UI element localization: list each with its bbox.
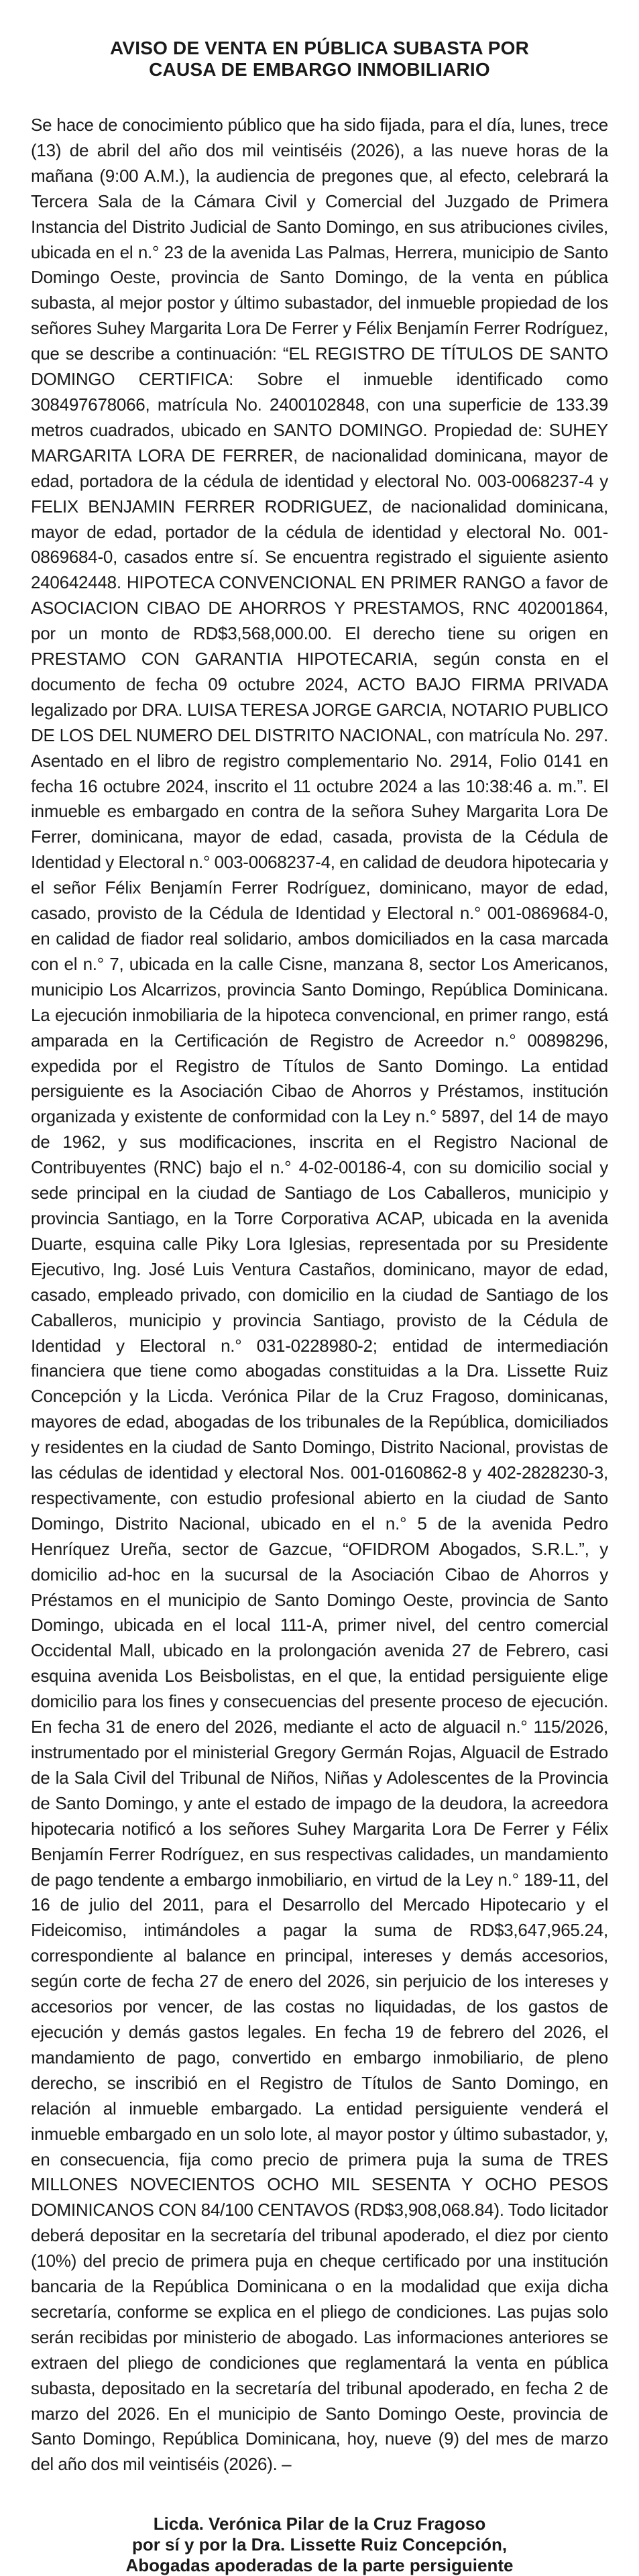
signature-line-3: Abogadas apoderadas de la parte persiguiente	[125, 2555, 514, 2576]
signature-line-2: por sí y por la Dra. Lissette Ruiz Concepción,	[131, 2534, 508, 2555]
notice-body-text: Se hace de conocimiento público que ha sido fijada, para el día, lunes, trece (13) de abril del año dos mil veintiséis (2026), a las nueve horas de la mañana (9:00 A.M.), la audiencia de pregones que, al efecto, celebrará la Tercera Sala de la Cámara Civil y Comercial del Juzgado de Primera Instancia del Distrito Judicial de Santo Domingo, en sus atribuciones civiles, ubicada en el n.° 23 de la avenida Las Palmas, Herrera, municipio de Santo Domingo Oeste, provincia de Santo Domingo, de la venta en pública subasta, al mejor postor y último subastador, del inmueble propiedad de los señores Suhey Margarita Lora De Ferrer y Félix Benjamín Ferrer Rodríguez, que se describe a continuación: “EL REGISTRO DE TÍTULOS DE SANTO DOMINGO CERTIFICA: Sobre el inmueble identificado como 308497678066, matrícula No. 2400102848, con una superficie de 133.39 metros cuadrados, ubicado en SANTO DOMINGO. Propiedad de: SUHEY MARGARITA LORA DE FERRER, de nacionalidad dominicana, mayor de edad, portadora de la cédula de identidad y electoral No. 003-0068237-4 y FELIX BENJAMIN FERRER RODRIGUEZ, de nacionalidad dominicana, mayor de edad, portador de la cédula de identidad y electoral No. 001-0869684-0, casados entre sí. Se encuentra registrado el siguiente asiento 240642448. HIPOTECA CONVENCIONAL EN PRIMER RANGO a favor de ASOCIACION CIBAO DE AHORROS Y PRESTAMOS, RNC 402001864, por un monto de RD$3,568,000.00. El derecho tiene su origen en PRESTAMO CON GARANTIA HIPOTECARIA, según consta en el documento de fecha 09 octubre 2024, ACTO BAJO FIRMA PRIVADA legalizado por DRA. LUISA TERESA JORGE GARCIA, NOTARIO PUBLICO DE LOS DEL NUMERO DEL DISTRITO NACIONAL, con matrícula No. 297. Asentado en el libro de registro complementario No. 2914, Folio 0141 en fecha 16 octubre 2024, inscrito el 11 octubre 2024 a las 10:38:46 a. m.”. El inmueble es embargado en contra de la señora Suhey Margarita Lora De Ferrer, dominicana, mayor de edad, casada, provista de la Cédula de Identidad y Electoral n.° 003-0068237-4, en calidad de deudora hipotecaria y el señor Félix Benjamín Ferrer Rodríguez, dominicano, mayor de edad, casado, provisto de la Cédula de Identidad y Electoral n.° 001-0869684-0, en calidad de fiador real solidario, ambos domiciliados en la casa marcada con el n.° 7, ubicada en la calle Cisne, manzana 8, sector Los Americanos, municipio Los Alcarrizos, provincia Santo Domingo, República Dominicana. La ejecución inmobiliaria de la hipoteca convencional, en primer rango, está amparada en la Certificación de Registro de Acreedor n.° 00898296, expedida por el Registro de Títulos de Santo Domingo. La entidad persiguiente es la Asociación Cibao de Ahorros y Préstamos, institución organizada y existente de conformidad con la Ley n.° 5897, del 14 de mayo de 1962, y sus modificaciones, inscrita en el Registro Nacional de Contribuyentes (RNC) bajo el n.° 4-02-00186-4, con su domicilio social y sede principal en la ciudad de Santiago de Los Caballeros, municipio y provincia Santiago, en la Torre Corporativa ACAP, ubicada en la avenida Duarte, esquina calle Piky Lora Iglesias, representada por su Presidente Ejecutivo, Ing. José Luis Ventura Castaños, dominicano, mayor de edad, casado, empleado privado, con domicilio en la ciudad de Santiago de los Caballeros, municipio y provincia Santiago, provisto de la Cédula de Identidad y Electoral n.° 031-0228980-2; entidad de intermediación financiera que tiene como abogadas constituidas a la Dra. Lissette Ruiz Concepción y la Licda. Verónica Pilar de la Cruz Fragoso, dominicanas, mayores de edad, abogadas de los tribunales de la República, domiciliados y residentes en la ciudad de Santo Domingo, Distrito Nacional, provistas de las cédulas de identidad y electoral Nos. 001-0160862-8 y 402-2828230-3, respectivamente, con estudio profesional abierto en la ciudad de Santo Domingo, Distrito Nacional, ubicado en el n.° 5 de la avenida Pedro Henríquez Ureña, sector de Gazcue, “OFIDROM Abogados, S.R.L.”, y domicilio ad-hoc en la sucursal de la Asociación Cibao de Ahorros y Préstamos en el municipio de Santo Domingo Oeste, provincia de Santo Domingo, ubicada en el local 111-A, primer nivel, del centro comercial Occidental Mall, ubicado en la prolongación avenida 27 de Febrero, casi esquina avenida Los Beisbolistas, en el que, la entidad persiguiente elige domicilio para los fines y consecuencias del presente proceso de ejecución. En fecha 31 de enero del 2026, mediante el acto de alguacil n.° 115/2026, instrumentado por el ministerial Gregory Germán Rojas, Alguacil de Estrado de la Sala Civil del Tribunal de Niños, Niñas y Adolescentes de la Provincia de Santo Domingo, y ante el estado de impago de la deudora, la acreedora hipotecaria notificó a los señores Suhey Margarita Lora De Ferrer y Félix Benjamín Ferrer Rodríguez, en sus respectivas calidades, un mandamiento de pago tendente a embargo inmobiliario, en virtud de la Ley n.° 189-11, del 16 de julio del 2011, para el Desarrollo del Mercado Hipotecario y el Fideicomiso, intimándoles a pagar la suma de RD$3,647,965.24, correspondiente al balance en principal, intereses y demás accesorios, según corte de fecha 27 de enero del 2026, sin perjuicio de los intereses y accesorios por vencer, de las costas no liquidadas, de los gastos de ejecución y demás gastos legales. En fecha 19 de febrero del 2026, el mandamiento de pago, convertido en embargo inmobiliario, de pleno derecho, se inscribió en el Registro de Títulos de Santo Domingo, en relación al inmueble embargado. La entidad persiguiente venderá el inmueble embargado en un solo lote, al mayor postor y último subastador, y, en consecuencia, fija como precio de primera puja la suma de TRES MILLONES NOVECIENTOS OCHO MIL SESENTA Y OCHO PESOS DOMINICANOS CON 84/100 CENTAVOS (RD$3,908,068.84). Todo licitador deberá depositar en la secretaría del tribunal apoderado, el diez por ciento (10%) del precio de primera puja en cheque certificado por una institución bancaria de la República Dominicana o en la modalidad que exija dicha secretaría, conforme se explica en el pliego de condiciones. Las pujas solo serán recibidas por ministerio de abogado. Las informaciones anteriores se extraen del pliego de condiciones que reglamentará la venta en pública subasta, depositado en la secretaría del tribunal apoderado, en fecha 2 de marzo del 2026. En el municipio de Santo Domingo Oeste, provincia de Santo Domingo, República Dominicana, hoy, nueve (9) del mes de marzo del año dos mil veintiséis (2026). –	[31, 115, 608, 2475]
signature-block	[31, 2514, 608, 2576]
notice-title	[31, 38, 608, 80]
title-line-2: CAUSA DE EMBARGO INMOBILIARIO	[149, 59, 490, 80]
signature-line-1: Licda. Verónica Pilar de la Cruz Fragoso	[153, 2514, 486, 2534]
title-line-1: AVISO DE VENTA EN PÚBLICA SUBASTA POR	[110, 38, 529, 58]
